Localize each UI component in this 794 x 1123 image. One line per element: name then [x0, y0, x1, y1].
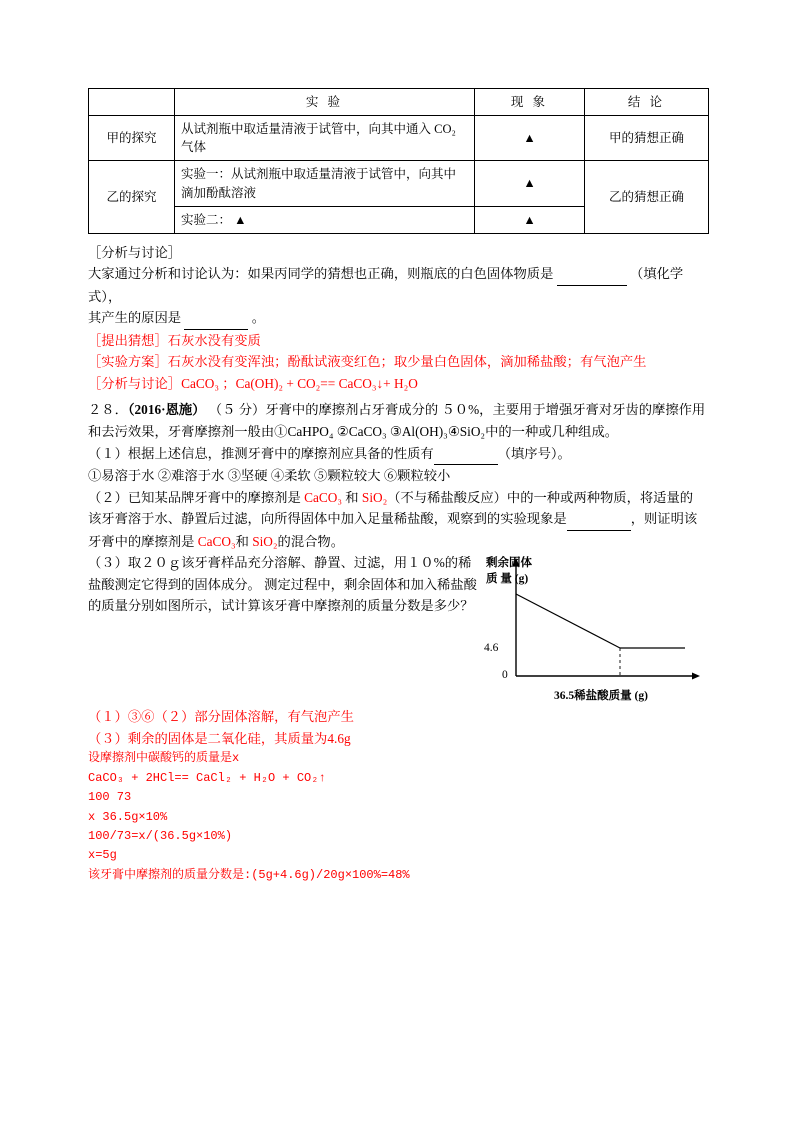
row-conclusion: 甲的猜想正确: [585, 116, 709, 161]
question-28-sub-2: [88, 487, 706, 553]
row-experiment: 实验一：从试剂瓶中取适量清液于试管中，向其中滴加酚酞溶液: [175, 161, 475, 206]
work-line: 100/73=x/(36.5g×10%): [88, 829, 233, 843]
table-row: [89, 161, 709, 206]
row-experiment: 从试剂瓶中取适量清液于试管中，向其中通入 CO₂ 气体: [175, 116, 475, 161]
blank-field[interactable]: [184, 307, 248, 330]
analysis-line-2: [88, 307, 706, 330]
row-conclusion: 乙的猜想正确: [585, 161, 709, 233]
row-phenomenon: ▲: [475, 116, 585, 161]
analysis-line1-part-a: 大家通过分析和讨论认为：如果丙同学的猜想也正确，则瓶底的白色固体物质是: [88, 266, 554, 282]
answer-plan-text: 石灰水没有变浑浊；酚酞试液变红色；取少量白色固体，滴加稀盐酸；有气泡产生: [167, 354, 647, 370]
table-header-blank: [89, 89, 175, 116]
blank-field[interactable]: [567, 508, 631, 531]
answer-guess-line: [88, 330, 706, 352]
blank-field[interactable]: [434, 443, 498, 466]
answer-discussion-label: ［分析与讨论］: [88, 375, 182, 391]
question-28-sub-1: [88, 443, 706, 466]
answer-discussion-text: CaCO₃ ；Ca(OH)₂ + CO₂== CaCO₃↓+ H₂O: [181, 375, 418, 391]
answer-discussion-line: [88, 373, 706, 395]
work-line: x=5g: [88, 848, 117, 863]
row-phenomenon: ▲: [475, 206, 585, 233]
row-label: 甲的探究: [89, 116, 175, 161]
analysis-line2-part-a: 其产生的原因是: [88, 310, 182, 326]
experiment-table: [88, 88, 709, 234]
remaining-solid-chart: [480, 556, 706, 706]
work-line: 100 73: [88, 790, 132, 805]
analysis-line2-part-b: 。: [251, 310, 266, 326]
chart-y-tick-4-6: 4.6: [484, 642, 499, 655]
table-row: [89, 116, 709, 161]
question-source: （2016·恩施）: [127, 402, 206, 418]
answer-28-1: （１）③⑥（２）部分固体溶解，有气泡产生: [88, 709, 354, 725]
chart-origin-label: 0: [502, 669, 508, 682]
answer-guess-text: 石灰水没有变质: [167, 332, 261, 348]
table-header-experiment: 实 验: [175, 89, 475, 116]
blank-field[interactable]: [557, 263, 627, 286]
sub2-part-e: 和: [235, 533, 249, 549]
answer-28-3: （３）剩余的固体是二氧化硅，其质量为4.6g: [88, 730, 351, 746]
chart-x-axis-label: 36.5稀盐酸质量 (g): [554, 690, 648, 703]
sub2-chem-2: SiO₂: [361, 489, 388, 505]
analysis-heading: ［分析与讨论］: [88, 244, 182, 260]
sub2-chem-3: CaCO₃: [197, 533, 236, 549]
row-phenomenon: ▲: [475, 161, 585, 206]
sub2-part-b: 和: [345, 489, 359, 505]
sub3-text-column: [88, 552, 480, 617]
sub1-tail: （填序号）。: [497, 445, 571, 461]
question-28-sub-3-region: [88, 552, 706, 706]
table-header-row: [89, 89, 709, 116]
sub2-part-c: （不与稀盐酸反应）中的一种或两种物质，将适量的该牙膏溶于水、静置后过滤，向所得固体中加入足量稀盐酸，观察到的实验现象是: [88, 489, 694, 527]
work-line: CaCO₃ + 2HCl== CaCl₂ + H₂O + CO₂↑: [88, 770, 326, 785]
answer-plan-line: [88, 351, 706, 373]
answer-guess-label: ［提出猜想］: [88, 332, 168, 348]
work-line: 设摩擦剂中碳酸钙的质量是x: [88, 751, 240, 766]
question-stem-text: 牙膏中的摩擦剂占牙膏成分的 ５０%，主要用于增强牙膏对牙齿的摩擦作用和去污效果，牙膏摩擦剂一般由①CaHPO₄ ②CaCO₃ ③Al(OH)₃④SiO₂中的一种或几种组成。: [88, 402, 706, 439]
answer-plan-label: ［实验方案］: [88, 354, 168, 370]
sub2-chem-4: SiO₂: [252, 533, 278, 549]
chart-column: [480, 556, 706, 706]
row-label: 乙的探究: [89, 161, 175, 233]
sub2-part-a: （２）已知某品牌牙膏中的摩擦剂是: [88, 489, 301, 505]
table-header-phenomenon: 现 象: [475, 89, 585, 116]
analysis-line1-part-b: （填化学式），: [88, 266, 684, 304]
sub2-part-f: 的混合物。: [277, 533, 345, 549]
chart-y-axis-label: 剩余固体 质 量 (g): [486, 557, 532, 585]
sub1-text: （１）根据上述信息，推测牙膏中的摩擦剂应具备的性质有: [88, 445, 434, 461]
sub2-part-d: ，则证明该牙膏中的摩擦剂是: [88, 511, 698, 549]
row-experiment: 实验二： ▲: [175, 206, 475, 233]
sub2-chem-1: CaCO₃: [304, 489, 342, 505]
question-number: ２８．: [88, 402, 128, 418]
work-line: 该牙膏中摩擦剂的质量分数是:(5g+4.6g)/20g×100%=48%: [88, 867, 410, 882]
work-line: x 36.5g×10%: [88, 809, 168, 824]
question-28-stem: [88, 399, 706, 442]
analysis-line-1: [88, 263, 706, 307]
question-28-sub-3: （３）取２０ｇ该牙膏样品充分溶解、静置、过滤，用１０%的稀盐酸测定它得到的固体成分。 测定过程中，剩余固体和加入稀盐酸的质量分别如图所示，试计算该牙膏中摩擦剂的质量分数是多少？: [88, 555, 477, 614]
question-score: （５ 分）: [208, 402, 266, 418]
question-28-options: ①易溶于水 ②难溶于水 ③坚硬 ④柔软 ⑤颗粒较大 ⑥颗粒较小: [88, 468, 451, 484]
table-header-conclusion: 结 论: [585, 89, 709, 116]
